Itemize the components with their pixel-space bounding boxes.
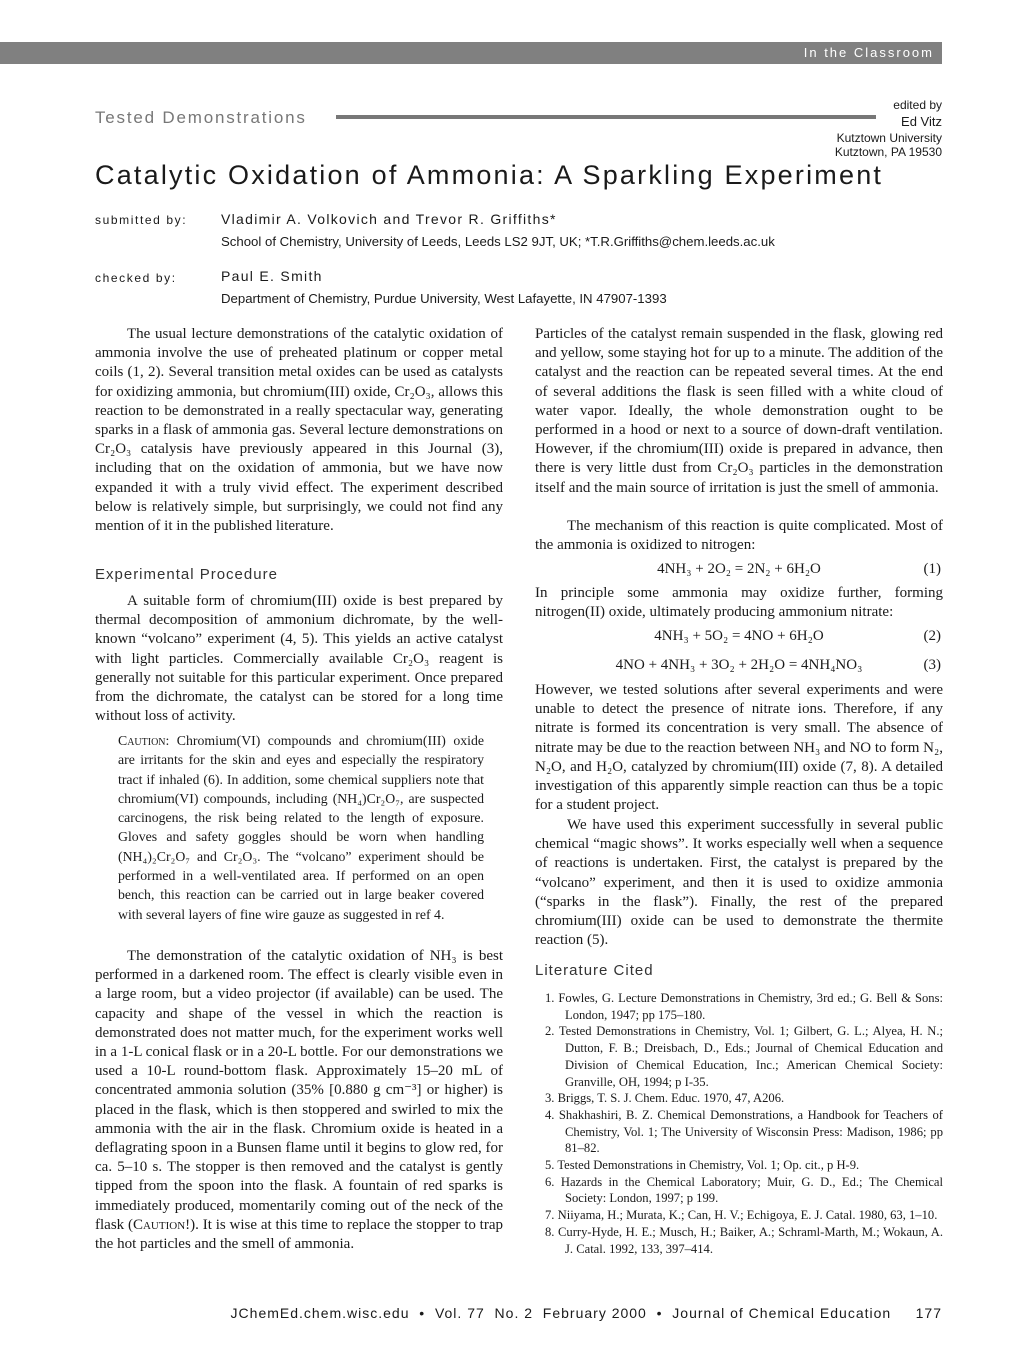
- reference-item: 6. Hazards in the Chemical Laboratory; Muir, G. D., Ed.; The Chemical Society: London, 1997; p 199.: [545, 1174, 943, 1206]
- experimental-heading: Experimental Procedure: [95, 566, 278, 583]
- equation-1-formula: 4NH₃ + 2O₂ = 2N₂ + 6H₂O: [657, 561, 821, 577]
- reference-item: 8. Curry-Hyde, H. E.; Musch, H.; Baiker, A.; Schraml-Marth, M.; Wokaun, A. J. Catal. 1992, 133, 397–414.: [545, 1224, 943, 1256]
- nitrate-paragraph: However, we tested solutions after several experiments and were unable to detect the presence of nitrate ions. Therefore, if any nitrate is formed its concentration is very small. The absence of nitrate may be due to the reaction between NH₃ and NO to form N₂, N₂O, and H₂O, catalyzed by chromium(III) oxide (7, 8). A detailed investigation of this apparently simple reaction can thus be a topic for a student project.: [535, 682, 943, 814]
- caution-text: : Chromium(VI) compounds and chromium(III) oxide are irritants for the skin and eyes and especially the respiratory tract if inhaled (6). In addition, some chemical suppliers note that chromium(VI) compounds, including (NH₄)Cr₂O₇, are suspected carcinogens, the risk being related to the length of exposure. Gloves and safety goggles should be worn when handling (NH₄)₂Cr₂O₇ and Cr₂O₃. The “volcano” experiment should be performed in a well-ventilated area. If performed on an open bench, this reaction can be carried out in large beaker covered with several layers of fine wire gauze as suggested in ref 4.: [118, 733, 484, 922]
- editor-block: [835, 98, 942, 159]
- equation-3-formula: 4NO + 4NH₃ + 3O₂ + 2H₂O = 4NH₄NO₃: [615, 657, 863, 673]
- nitrogen-oxide-paragraph: In principle some ammonia may oxidize further, forming nitrogen(II) oxide, ultimately producing ammonium nitrate:: [535, 585, 943, 621]
- article-title: Catalytic Oxidation of Ammonia: A Sparkling Experiment: [95, 160, 884, 190]
- demo-text-b: !). It is wise at this time to replace the stopper to trap the hot particles and the smell of ammonia.: [95, 1216, 503, 1253]
- reference-item: 7. Niiyama, H.; Murata, K.; Can, H. V.; Echigoya, E. J. Catal. 1980, 63, 1–10.: [545, 1208, 938, 1223]
- magic-shows-paragraph: We have used this experiment successfully in several public chemical “magic shows”. It works especially well when a sequence of reactions is undertaken. First, the catalyst is prepared by the “volcano” experiment, and then it is used to oxidize ammonia (“sparks in the flask”). Finally, the rest of the prepared chromium(III) oxide can be used to demonstrate the thermite reaction (5).: [535, 817, 943, 949]
- equation-2-formula: 4NH₃ + 5O₂ = 4NO + 6H₂O: [654, 628, 824, 644]
- caution-label: Caution: [118, 733, 166, 748]
- reference-item: 2. Tested Demonstrations in Chemistry, Vol. 1; Gilbert, G. L.; Alyea, H. N.; Dutton, F. B.; Dreisbach, D., Eds.; Journal of Chemical Education and Division of Chemical Education, Inc.; American Chemical Society: Granville, OH, 1994; p I-35.: [545, 1024, 943, 1089]
- submitted-label: submitted by:: [95, 213, 188, 227]
- reference-item: 3. Briggs, T. S. J. Chem. Educ. 1970, 47, A206.: [545, 1091, 785, 1106]
- authors: Vladimir A. Volkovich and Trevor R. Griffiths*: [221, 211, 557, 227]
- demo-text-a: The demonstration of the catalytic oxidation of NH₃ is best performed in a darkened room. The effect is clearly visible even in a large room, but a video projector (if available) can be used. The capacity and shape of the vessel in which the reaction is demonstrated does not matter much, for the experiment works well in a 1-L conical flask or in a 20-L bottle. For our demonstrations we used a 10-L round-bottom flask. Approximately 15–20 mL of concentrated ammonia solution (35% [0.880 g cm⁻³] or higher) is placed in the flask, which is then stoppered and swirled to mix the ammonia with the air in the flask. Chromium oxide is heated in a deflagrating spoon in a Bunsen flame until it begins to glow red, for ca. 5–10 s. The stopper is then removed and the catalyst is gently tipped from the spoon into the flask. A fountain of red sparks is immediately produced, momentarily coming out of the neck of the flask (: [95, 948, 503, 1233]
- section-banner: [0, 42, 942, 64]
- edited-by-label: edited by: [893, 98, 942, 112]
- reference-item: 5. Tested Demonstrations in Chemistry, Vol. 1; Op. cit., p H-9.: [545, 1158, 860, 1173]
- checker-name: Paul E. Smith: [221, 268, 323, 284]
- particles-paragraph: Particles of the catalyst remain suspended in the flask, glowing red and yellow, some staying hot for up to a minute. The addition of the catalyst and the reaction can be repeated several times. At the end of several additions the flask is seen filled with a white cloud of water vapor. Ideally, the whole demonstration ought to be performed in a hood or next to a source of down-draft ventilation. However, if the chromium(III) oxide is prepared in advance, then there is very little dust from Cr₂O₃ particles in the demonstration itself and the main source of irritation is just the smell of ammonia.: [535, 326, 943, 496]
- reference-list: [545, 990, 943, 1257]
- demonstration-paragraph: [95, 947, 503, 1254]
- series-title: Tested Demonstrations: [95, 108, 307, 127]
- page-footer: JChemEd.chem.wisc.edu • Vol. 77 No. 2 February 2000 • Journal of Chemical Education 177: [230, 1305, 942, 1321]
- caution-note: [118, 731, 484, 924]
- reference-item: 4. Shakhashiri, B. Z. Chemical Demonstrations, a Handbook for Teachers of Chemistry, Vol. 1; The University of Wisconsin Press: Madison, 1986; pp 81–82.: [545, 1107, 943, 1156]
- equation-3-number: (3): [923, 657, 941, 673]
- checked-label: checked by:: [95, 271, 177, 285]
- editor-university: Kutztown University: [836, 131, 942, 145]
- header-rule: [336, 115, 876, 119]
- literature-heading: Literature Cited: [535, 962, 654, 979]
- procedure-paragraph: A suitable form of chromium(III) oxide is best prepared by thermal decomposition of ammonium dichromate, by the well-known “volcano” experiment (4, 5). This yields an active catalyst with light particles. Commercially available Cr₂O₃ reagent is generally not suitable for this particular experiment. Once prepared from the dichromate, the catalyst can be stored for a long time without loss of activity.: [95, 593, 503, 725]
- editor-name: Ed Vitz: [901, 114, 942, 129]
- intro-paragraph: The usual lecture demonstrations of the catalytic oxidation of ammonia involve the use of preheated platinum or copper metal coils (1, 2). Several transition metal oxides can be used as catalysts for oxidizing ammonia, but chromium(III) oxide, Cr₂O₃, allows this reaction to be demonstrated in a really spectacular way, generating sparks in a flask of ammonia gas. Several lecture demonstrations on Cr₂O₃ catalysis have previously appeared in this Journal (3), including that on the oxidation of ammonia, but we have now expanded it with a truly vivid effect. The experiment described below is relatively simple, but surprisingly, we could not find any mention of it in the published literature.: [95, 326, 503, 535]
- author-affiliation: School of Chemistry, University of Leeds, Leeds LS2 9JT, UK; *T.R.Griffiths@chem.leeds.ac.uk: [221, 234, 775, 249]
- reference-item: 1. Fowles, G. Lecture Demonstrations in Chemistry, 3rd ed.; G. Bell & Sons: London, 1947; pp 175–180.: [545, 991, 943, 1022]
- mechanism-paragraph: The mechanism of this reaction is quite complicated. Most of the ammonia is oxidized to nitrogen:: [535, 518, 943, 554]
- editor-city: Kutztown, PA 19530: [834, 145, 942, 159]
- equation-1-number: (1): [923, 561, 941, 577]
- checker-affiliation: Department of Chemistry, Purdue University, West Lafayette, IN 47907-1393: [221, 291, 667, 306]
- equation-2-number: (2): [923, 628, 941, 644]
- demo-caution: Caution: [132, 1216, 186, 1233]
- section-label: In the Classroom: [803, 45, 934, 60]
